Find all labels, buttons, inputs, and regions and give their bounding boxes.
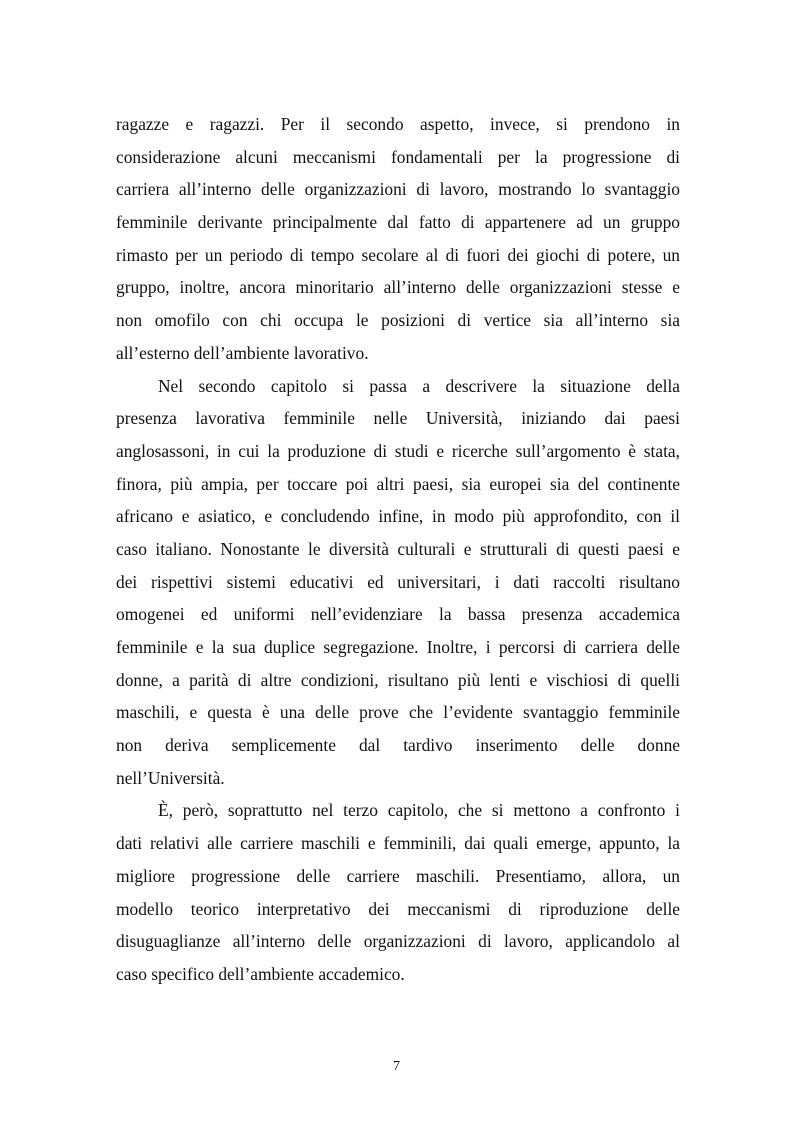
text-line: Nel secondo capitolo si passa a descrivere la situazione della <box>158 375 680 396</box>
text-line: omogenei ed uniformi nell’evidenziare la bassa presenza accademica <box>116 604 680 625</box>
text-line: È, però, soprattutto nel terzo capitolo, che si mettono a confronto i <box>158 800 680 821</box>
text-line: presenza lavorativa femminile nelle Università, iniziando dai paesi <box>116 408 680 429</box>
text-line: anglosassoni, in cui la produzione di studi e ricerche sull’argomento è stata, <box>116 440 680 461</box>
text-line: carriera all’interno delle organizzazioni di lavoro, mostrando lo svantaggio <box>116 179 680 200</box>
text-line: finora, più ampia, per toccare poi altri paesi, sia europei sia del continente <box>116 473 680 494</box>
text-line: migliore progressione delle carriere maschili. Presentiamo, allora, un <box>116 865 680 886</box>
text-line: caso specifico dell’ambiente accademico. <box>116 963 405 984</box>
text-line: non deriva semplicemente dal tardivo inserimento delle donne <box>116 735 680 756</box>
text-line: caso italiano. Nonostante le diversità culturali e strutturali di questi paesi e <box>116 538 680 559</box>
body-text <box>116 108 680 991</box>
text-line: modello teorico interpretativo dei meccanismi di riproduzione delle <box>116 898 680 919</box>
text-line: maschili, e questa è una delle prove che l’evidente svantaggio femminile <box>116 702 680 723</box>
paragraph-2 <box>116 370 680 795</box>
text-line: dati relativi alle carriere maschili e femminili, dai quali emerge, appunto, la <box>116 833 680 854</box>
text-line: donne, a parità di altre condizioni, risultano più lenti e vischiosi di quelli <box>116 669 680 690</box>
text-line: ragazze e ragazzi. Per il secondo aspetto, invece, si prendono in <box>116 114 680 134</box>
text-line: africano e asiatico, e concludendo infine, in modo più approfondito, con il <box>116 506 680 527</box>
page-number: 7 <box>393 1059 400 1074</box>
text-line: all’esterno dell’ambiente lavorativo. <box>116 342 369 363</box>
text-line: disuguaglianze all’interno delle organizzazioni di lavoro, applicandolo al <box>116 931 680 952</box>
text-line: considerazione alcuni meccanismi fondamentali per la progressione di <box>116 146 680 167</box>
text-line: gruppo, inoltre, ancora minoritario all’interno delle organizzazioni stesse e <box>116 277 680 298</box>
paragraph-1 <box>116 108 680 370</box>
text-line: rimasto per un periodo di tempo secolare al di fuori dei giochi di potere, un <box>116 244 680 265</box>
text-line: nell’Università. <box>116 767 225 788</box>
text-line: dei rispettivi sistemi educativi ed universitari, i dati raccolti risultano <box>116 571 680 592</box>
text-line: femminile derivante principalmente dal fatto di appartenere ad un gruppo <box>116 212 680 233</box>
text-line: femminile e la sua duplice segregazione. Inoltre, i percorsi di carriera delle <box>116 637 680 657</box>
paragraph-3 <box>116 794 680 990</box>
text-line: non omofilo con chi occupa le posizioni di vertice sia all’interno sia <box>116 310 680 331</box>
